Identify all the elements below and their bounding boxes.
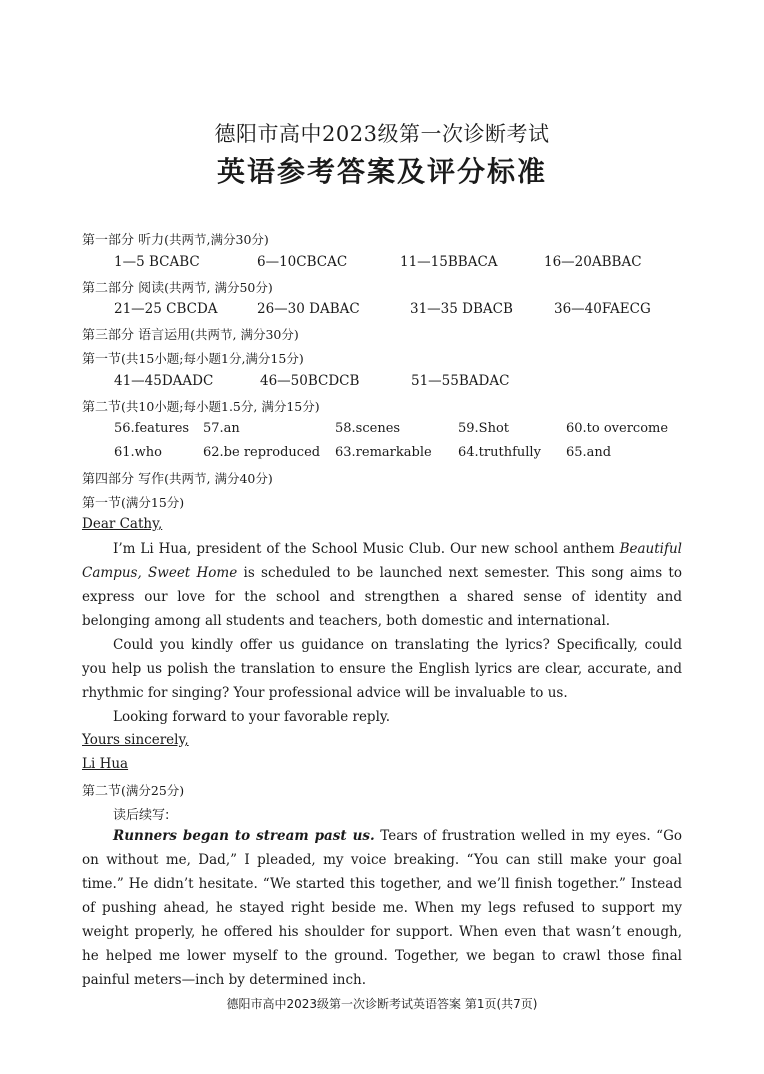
letter-paragraph: Looking forward to your favorable reply.	[113, 709, 391, 725]
answer-group: 26—30 DABAC	[257, 301, 360, 317]
part4-heading: 第四部分 写作(共两节, 满分40分)	[82, 471, 273, 487]
letter-paragraph: I’m Li Hua, president of the School Music Club. Our new school anthem Beautiful Campus, Sweet Home is scheduled to be launched next semester. This song aims to express our love for the school and strengthen a shared sense of identity and belonging among all students and teachers, both domestic and international.	[82, 541, 682, 629]
answer-group: 31—35 DBACB	[410, 301, 513, 317]
vocab-answer: 64.truthfully	[458, 445, 541, 460]
anthem-title: Beautiful Campus, Sweet Home	[82, 541, 682, 581]
part2-heading: 第二部分 阅读(共两节, 满分50分)	[82, 280, 273, 296]
continuation-label: 读后续写:	[113, 808, 170, 823]
part3-section1-heading: 第一节(共15小题;每小题1分,满分15分)	[82, 351, 304, 367]
part4-section1-heading: 第一节(满分15分)	[82, 495, 185, 511]
continuation-paragraph: Runners began to stream past us. Tears of frustration welled in my eyes. “Go on without me, Dad,” I pleaded, my voice breaking. “You can still make your goal time.” He didn’t hesitate. “We started this together, and we’ll finish together.” Instead of pushing ahead, he stayed right beside me. When my legs refused to support my weight properly, he offered his shoulder for support. When even that wasn’t enough, he helped me lower myself to the ground. Together, we began to crawl those final painful meters—inch by determined inch.	[82, 828, 682, 988]
page-footer: 德阳市高中2023级第一次诊断考试英语答案 第1页(共7页)	[226, 997, 538, 1011]
answer-group: 36—40FAECG	[554, 301, 651, 317]
answer-group: 46—50BCDCB	[260, 373, 360, 389]
answer-group: 1—5 BCABC	[114, 254, 200, 270]
answer-key-title: 英语参考答案及评分标准	[216, 155, 547, 188]
letter-closing: Yours sincerely,	[82, 732, 189, 748]
lead-sentence: Runners began to stream past us.	[113, 828, 375, 844]
vocab-answer: 60.to overcome	[566, 421, 669, 436]
vocab-answer: 63.remarkable	[335, 445, 432, 460]
answer-group: 51—55BADAC	[411, 373, 510, 389]
part4-section2-heading: 第二节(满分25分)	[82, 783, 185, 799]
answer-group: 41—45DAADC	[114, 373, 214, 389]
answer-group: 11—15BBACA	[400, 254, 498, 270]
exam-title: 德阳市高中2023级第一次诊断考试	[214, 122, 550, 146]
vocab-answer: 59.Shot	[458, 421, 510, 436]
part3-section2-heading: 第二节(共10小题;每小题1.5分, 满分15分)	[82, 399, 320, 415]
answer-group: 6—10CBCAC	[257, 254, 348, 270]
vocab-answer: 61.who	[114, 445, 163, 460]
vocab-answer: 57.an	[203, 421, 240, 436]
vocab-answer: 65.and	[566, 445, 612, 460]
letter-paragraph: Could you kindly offer us guidance on translating the lyrics? Specifically, could you help us polish the translation to ensure the English lyrics are clear, accurate, and rhythmic for singing? Your professional advice will be invaluable to us.	[82, 637, 682, 701]
vocab-answer: 56.features	[114, 421, 190, 436]
part1-heading: 第一部分 听力(共两节,满分30分)	[82, 232, 269, 248]
vocab-answer: 58.scenes	[335, 421, 401, 436]
answer-group: 21—25 CBCDA	[114, 301, 218, 317]
letter-signature: Li Hua	[82, 756, 129, 772]
letter-greeting: Dear Cathy,	[82, 516, 163, 532]
answer-group: 16—20ABBAC	[544, 254, 642, 270]
vocab-answer: 62.be reproduced	[203, 445, 321, 460]
part3-heading: 第三部分 语言运用(共两节, 满分30分)	[82, 327, 299, 343]
